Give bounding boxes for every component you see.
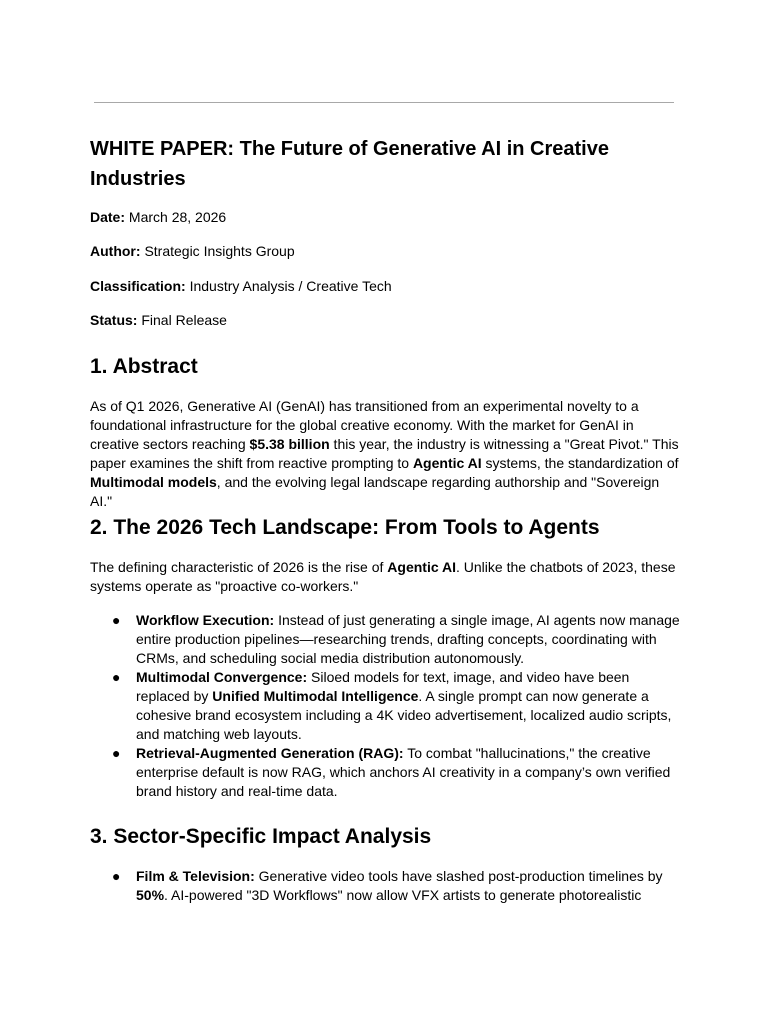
top-divider	[94, 102, 674, 103]
meta-author-value: Strategic Insights Group	[144, 243, 295, 259]
market-size-highlight: $5.38 billion	[249, 436, 330, 452]
meta-date-value: March 28, 2026	[128, 209, 227, 225]
meta-status	[90, 311, 680, 330]
meta-classification-label: Classification:	[90, 278, 186, 294]
section-1-heading: 1. Abstract	[90, 355, 198, 378]
meta-author-label: Author:	[90, 243, 141, 259]
document-title: WHITE PAPER: The Future of Generative AI in Creative Industries	[90, 138, 609, 190]
meta-classification-value: Industry Analysis / Creative Tech	[189, 278, 392, 294]
section-2-heading: 2. The 2026 Tech Landscape: From Tools to Agents	[90, 516, 600, 539]
meta-classification	[90, 277, 680, 296]
section-3-bullet-list	[90, 867, 682, 905]
meta-status-value: Final Release	[141, 312, 227, 328]
list-item: ● Retrieval-Augmented Generation (RAG): To combat "hallucinations," the creative enterprise default is now RAG, which anchors AI creativity in a company’s own verified brand history and real-time data.	[112, 745, 671, 799]
bullet-dot-icon: ●	[112, 669, 121, 685]
meta-status-label: Status:	[90, 312, 138, 328]
multimodal-highlight: Multimodal models	[90, 474, 217, 490]
bullet-dot-icon: ●	[112, 745, 121, 761]
bullet-dot-icon: ●	[112, 612, 121, 628]
section-2-bullet-list	[90, 611, 682, 801]
meta-author	[90, 242, 680, 261]
section-2-intro: The defining characteristic of 2026 is the rise of Agentic AI. Unlike the chatbots of 2023, these systems operate as "proactive co-workers."	[90, 559, 676, 594]
meta-date	[90, 208, 680, 227]
agentic-ai-highlight: Agentic AI	[387, 559, 456, 575]
bullet-dot-icon: ●	[112, 868, 121, 884]
list-item: ● Multimodal Convergence: Siloed models for text, image, and video have been replaced by Unified Multimodal Intelligence. A single prompt can now generate a cohesive brand ecosystem including a 4K video advertisement, localized audio scripts, and matching web layouts.	[112, 669, 672, 742]
agentic-ai-highlight: Agentic AI	[412, 455, 482, 471]
abstract-paragraph: As of Q1 2026, Generative AI (GenAI) has transitioned from an experimental novelty to a foundational infrastructure for the global creative economy. With the market for GenAI in creative sectors reaching $5.38 billion this year, the industry is witnessing a "Great Pivot." This paper examines the shift from reactive prompting to Agentic AI systems, the standardization of Multimodal models, and the evolving legal landscape regarding authorship and "Sovereign AI."	[90, 398, 679, 509]
list-item: ● Film & Television: Generative video tools have slashed post-production timelines by 50%. AI-powered "3D Workflows" now allow VFX artists to generate photorealistic	[112, 868, 663, 903]
section-3-heading: 3. Sector-Specific Impact Analysis	[90, 825, 432, 848]
list-item: ● Workflow Execution: Instead of just generating a single image, AI agents now manage entire production pipelines—researching trends, drafting concepts, coordinating with CRMs, and scheduling social media distribution autonomously.	[112, 612, 680, 666]
meta-date-label: Date:	[90, 209, 126, 225]
